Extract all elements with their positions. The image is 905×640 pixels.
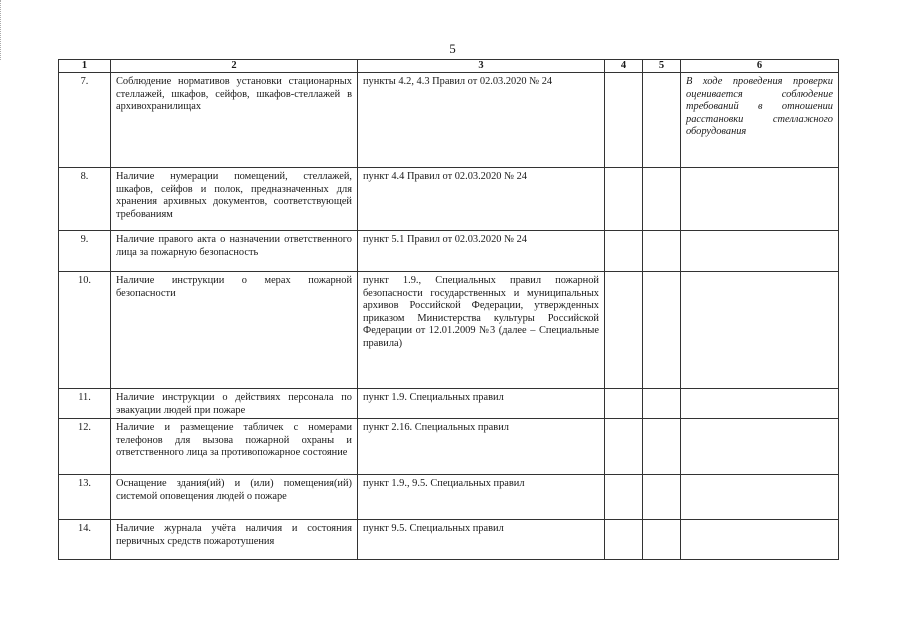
note-cell (681, 168, 839, 231)
requirement-cell: Наличие нумерации помещений, стеллажей, шкафов, сейфов и полок, предназначенных для хранения архивных документов, соответствующей требованиям (111, 168, 358, 231)
reference-cell: пункт 4.4 Правил от 02.03.2020 № 24 (358, 168, 605, 231)
answer-cell-4 (605, 389, 643, 419)
reference-cell: пункты 4.2, 4.3 Правил от 02.03.2020 № 24 (358, 73, 605, 168)
answer-cell-5 (643, 419, 681, 475)
row-number: 10. (59, 272, 111, 389)
header-col-5: 5 (643, 60, 681, 73)
page-number: 5 (449, 41, 456, 56)
table-row (59, 272, 839, 389)
note-cell: В ходе проведения проверки оценивается соблюдение требований в отношении расстановки стеллажного оборудования (681, 73, 839, 168)
note-cell (681, 419, 839, 475)
answer-cell-4 (605, 475, 643, 520)
note-cell (681, 231, 839, 272)
header-col-3: 3 (358, 60, 605, 73)
answer-cell-5 (643, 231, 681, 272)
row-number: 7. (59, 73, 111, 168)
reference-cell: пункт 2.16. Специальных правил (358, 419, 605, 475)
requirement-cell: Наличие и размещение табличек с номерами телефонов для вызова пожарной охраны и ответственного лица за противопожарное состояние (111, 419, 358, 475)
checklist-table (58, 59, 839, 560)
row-number: 12. (59, 419, 111, 475)
answer-cell-5 (643, 520, 681, 560)
header-col-2: 2 (111, 60, 358, 73)
row-number: 9. (59, 231, 111, 272)
answer-cell-4 (605, 168, 643, 231)
row-number: 11. (59, 389, 111, 419)
table-row (59, 520, 839, 560)
reference-cell: пункт 5.1 Правил от 02.03.2020 № 24 (358, 231, 605, 272)
answer-cell-4 (605, 73, 643, 168)
answer-cell-5 (643, 168, 681, 231)
requirement-cell: Наличие инструкции о мерах пожарной безопасности (111, 272, 358, 389)
note-cell (681, 475, 839, 520)
note-cell (681, 272, 839, 389)
table-row (59, 73, 839, 168)
reference-cell: пункт 1.9., Специальных правил пожарной безопасности государственных и муниципальных архивов Российской Федерации, утвержденных приказом Министерства культуры Российской Федерации от 12.01.2009 №3 (далее – Специальные правила) (358, 272, 605, 389)
note-cell (681, 389, 839, 419)
row-number: 14. (59, 520, 111, 560)
header-col-6: 6 (681, 60, 839, 73)
table-row (59, 168, 839, 231)
answer-cell-4 (605, 272, 643, 389)
header-col-1: 1 (59, 60, 111, 73)
reference-cell: пункт 1.9. Специальных правил (358, 389, 605, 419)
answer-cell-5 (643, 73, 681, 168)
reference-cell: пункт 9.5. Специальных правил (358, 520, 605, 560)
requirement-cell: Соблюдение нормативов установки стационарных стеллажей, шкафов, сейфов, шкафов-стеллажей в архивохранилищах (111, 73, 358, 168)
answer-cell-5 (643, 389, 681, 419)
requirement-cell: Наличие правого акта о назначении ответственного лица за пожарную безопасность (111, 231, 358, 272)
requirement-cell: Наличие журнала учёта наличия и состояния первичных средств пожаротушения (111, 520, 358, 560)
table-row (59, 231, 839, 272)
answer-cell-4 (605, 231, 643, 272)
note-cell (681, 520, 839, 560)
row-number: 8. (59, 168, 111, 231)
requirement-cell: Оснащение здания(ий) и (или) помещения(ий) системой оповещения людей о пожаре (111, 475, 358, 520)
answer-cell-4 (605, 520, 643, 560)
row-number: 13. (59, 475, 111, 520)
table-row (59, 475, 839, 520)
header-row (59, 60, 839, 73)
requirement-cell: Наличие инструкции о действиях персонала по эвакуации людей при пожаре (111, 389, 358, 419)
answer-cell-5 (643, 272, 681, 389)
table-row (59, 389, 839, 419)
table-row (59, 419, 839, 475)
header-col-4: 4 (605, 60, 643, 73)
answer-cell-4 (605, 419, 643, 475)
reference-cell: пункт 1.9., 9.5. Специальных правил (358, 475, 605, 520)
answer-cell-5 (643, 475, 681, 520)
